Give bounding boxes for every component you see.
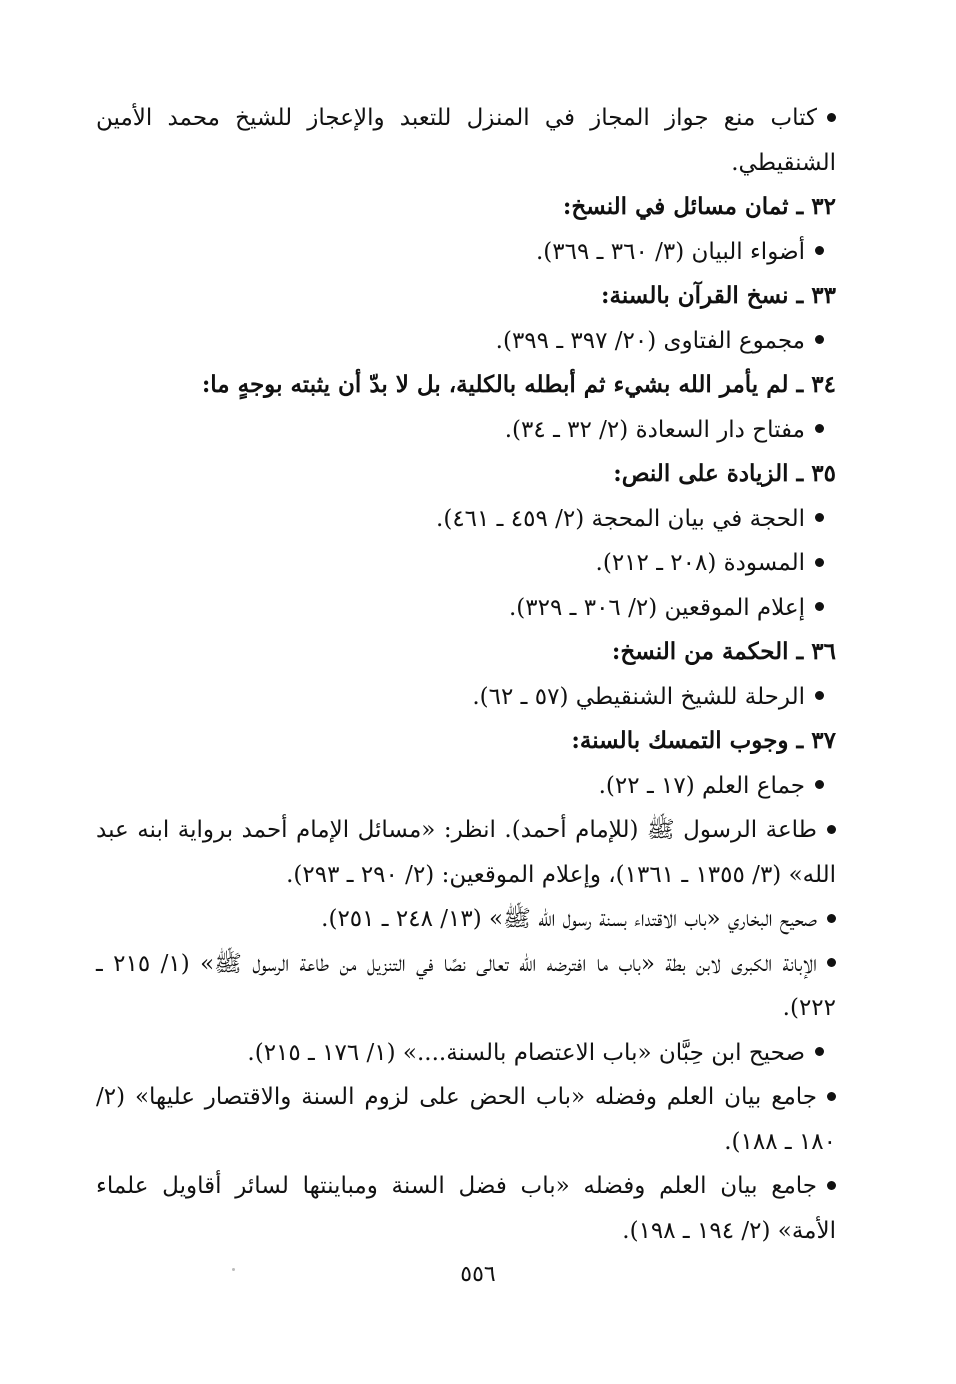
section-heading-37: ٣٧ ـ وجوب التمسك بالسنة: xyxy=(571,727,836,754)
item-text: صحيح ابن حِبَّان «باب الاعتصام بالسنة....» (١/ ١٧٦ ـ ٢١٥). xyxy=(247,1039,805,1066)
item-text: مفتاح دار السعادة (٢/ ٣٢ ـ ٣٤). xyxy=(504,416,805,443)
list-item xyxy=(96,1031,836,1076)
bullet-icon xyxy=(815,246,824,255)
list-item xyxy=(96,96,836,185)
item-text: الحجة في بيان المحجة (٢/ ٤٥٩ ـ ٤٦١). xyxy=(436,505,805,532)
bullet-icon xyxy=(827,958,836,967)
item-text: صحيح البخاري «باب الاقتداء بسنة رسول الله ﷺ» (١٣/ ٢٤٨ ـ ٢٥١). xyxy=(321,906,817,932)
item-text: جامع بيان العلم وفضله «باب الحض على لزوم السنة والاقتصار عليها» (٢/ ١٨٠ ـ ١٨٨). xyxy=(96,1084,836,1155)
item-text: جامع بيان العلم وفضله «باب فضل السنة ومباينتها لسائر أقاويل علماء الأمة» (٢/ ١٩٤ ـ ١٩٨). xyxy=(96,1173,836,1244)
bullet-icon xyxy=(815,335,824,344)
bullet-icon xyxy=(815,424,824,433)
bullet-icon xyxy=(827,1181,836,1190)
item-text: طاعة الرسول ﷺ (للإمام أحمد). انظر: «مسائل الإمام أحمد برواية ابنه عبد الله» (٣/ ١٣٥٥ ـ ١٣٦١)، وإعلام الموقعين: (٢/ ٢٩٠ ـ ٢٩٣). xyxy=(96,817,836,888)
section-heading-36: ٣٦ ـ الحكمة من النسخ: xyxy=(611,638,836,665)
list-item xyxy=(96,1164,836,1253)
list-item xyxy=(96,764,836,809)
section-heading-32: ٣٢ ـ ثمان مسائل في النسخ: xyxy=(562,193,836,220)
bullet-icon xyxy=(827,1092,836,1101)
bullet-icon xyxy=(827,914,836,923)
bullet-icon xyxy=(815,1047,824,1056)
bullet-icon xyxy=(815,513,824,522)
list-item xyxy=(96,319,836,364)
section-heading-35: ٣٥ ـ الزيادة على النص: xyxy=(613,460,836,487)
page-number: ٥٥٦ xyxy=(460,1262,496,1287)
item-text: كتاب منع جواز المجاز في المنزل للتعبد والإعجاز للشيخ محمد الأمين الشنقيطي. xyxy=(96,105,836,176)
bullet-icon xyxy=(827,113,836,122)
list-item xyxy=(96,675,836,720)
item-text: مجموع الفتاوى (٢٠/ ٣٩٧ ـ ٣٩٩). xyxy=(495,327,805,354)
bullet-icon xyxy=(815,558,824,567)
list-item xyxy=(96,541,836,586)
item-text: الرحلة للشيخ الشنقيطي (٥٧ ـ ٦٢). xyxy=(472,683,805,710)
bullet-icon xyxy=(815,691,824,700)
item-text: المسودة (٢٠٨ ـ ٢١٢). xyxy=(595,550,805,576)
list-item xyxy=(96,408,836,453)
list-item xyxy=(96,497,836,542)
page-body xyxy=(96,96,836,1253)
list-item xyxy=(96,586,836,631)
section-heading-34: ٣٤ ـ لم يأمر الله بشيء ثم أبطله بالكلية، بل لا بدّ أن يثبته بوجهٍ ما: xyxy=(201,371,836,398)
bullet-icon xyxy=(815,780,824,789)
list-item xyxy=(96,230,836,275)
item-text: الإبانة الكبرى لابن بطة «باب ما افترضه الله تعالى نصًا في التنزيل من طاعة الرسول ﷺ» (١/ ٢١٥ ـ ٢٢٢). xyxy=(96,950,836,1021)
bullet-icon xyxy=(815,602,824,611)
item-text: إعلام الموقعين (٢/ ٣٠٦ ـ ٣٢٩). xyxy=(508,594,805,621)
list-item xyxy=(96,942,836,1031)
item-text: جماع العلم (١٧ ـ ٢٢). xyxy=(598,772,805,799)
list-item xyxy=(96,1075,836,1164)
bullet-icon xyxy=(827,825,836,834)
list-item xyxy=(96,808,836,897)
item-text: أضواء البيان (٣/ ٣٦٠ ـ ٣٦٩). xyxy=(536,238,805,265)
section-heading-33: ٣٣ ـ نسخ القرآن بالسنة: xyxy=(601,282,836,309)
list-item xyxy=(96,897,836,942)
